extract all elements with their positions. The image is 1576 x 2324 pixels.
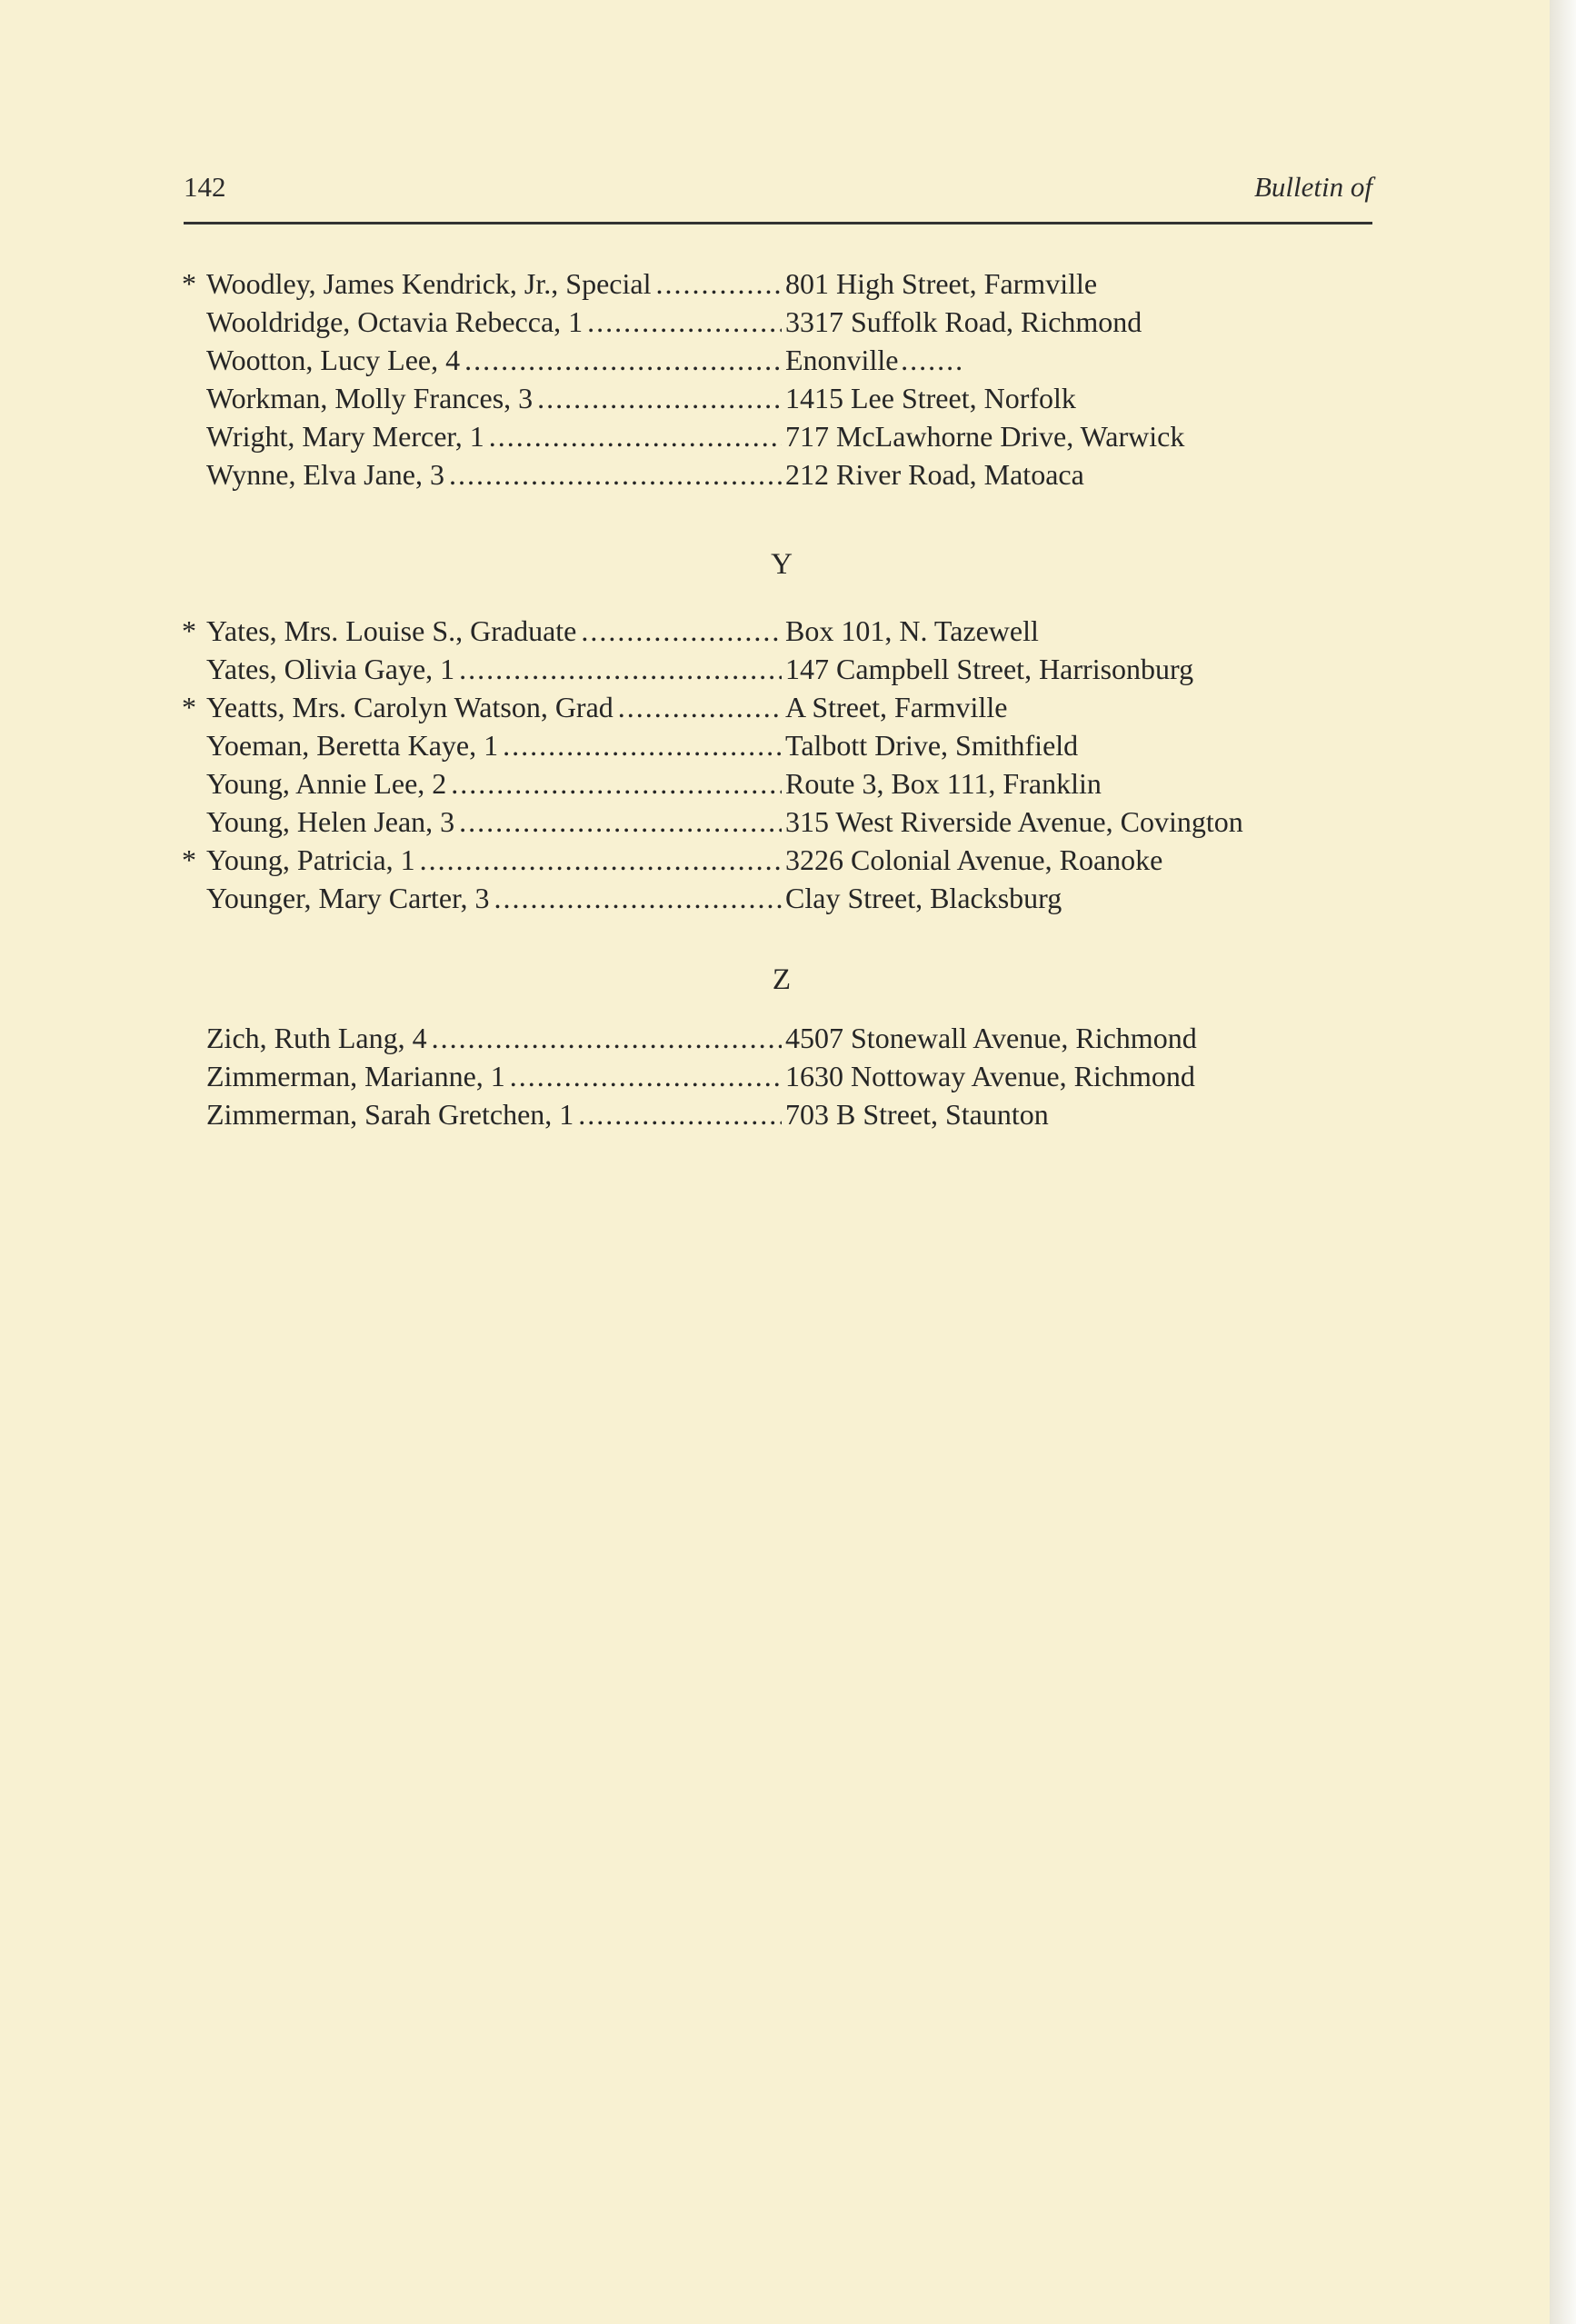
entry-name: Wooldridge, Octavia Rebecca, 1 . . .	[206, 305, 962, 339]
entry-name: Zimmerman, Sarah Gretchen, 1 . . .	[206, 1098, 962, 1132]
entry-mark: *	[182, 267, 196, 300]
entry-name: Wynne, Elva Jane, 3 . . .	[206, 458, 962, 492]
entry-mark: *	[182, 691, 196, 723]
journal-title: Bulletin of	[1253, 171, 1372, 203]
page-number: 142	[184, 171, 226, 203]
section-letter-z: Z	[772, 963, 792, 996]
entry-name: Young, Patricia, 1 . . .	[206, 843, 962, 877]
entry-name: Young, Helen Jean, 3 . . .	[206, 805, 962, 839]
entry-address: 147 Campbell Street, Harrisonburg	[782, 653, 1193, 686]
entry-address: 1415 Lee Street, Norfolk	[782, 382, 1076, 415]
entry-name: Wright, Mary Mercer, 1 . . .	[206, 420, 962, 454]
entry-address: 212 River Road, Matoaca	[782, 458, 1084, 492]
entry-address: 3226 Colonial Avenue, Roanoke	[782, 843, 1162, 877]
entry-name: Yoeman, Beretta Kaye, 1 . . .	[206, 729, 962, 763]
entry-address: 717 McLawhorne Drive, Warwick	[782, 420, 1184, 454]
entry-address: 801 High Street, Farmville	[782, 267, 1097, 301]
entry-address: 703 B Street, Staunton	[782, 1098, 1049, 1132]
entry-name: Wootton, Lucy Lee, 4 . . .	[206, 344, 962, 377]
entry-name: Zich, Ruth Lang, 4 . . .	[206, 1022, 962, 1055]
entry-address: Box 101, N. Tazewell	[782, 614, 1039, 648]
entry-address: A Street, Farmville	[782, 691, 1007, 724]
entry-address: Route 3, Box 111, Franklin	[782, 767, 1102, 801]
entry-mark: *	[182, 843, 196, 876]
entry-address: Talbott Drive, Smithfield	[782, 729, 1078, 763]
entry-mark: *	[182, 614, 196, 647]
entry-address: 3317 Suffolk Road, Richmond	[782, 305, 1142, 339]
entry-name: Yates, Mrs. Louise S., Graduate . . .	[206, 614, 962, 648]
entry-name: Zimmerman, Marianne, 1 . . .	[206, 1060, 962, 1093]
entry-name: Yates, Olivia Gaye, 1 . . .	[206, 653, 962, 686]
section-letter-y: Y	[771, 548, 793, 581]
entry-name: Young, Annie Lee, 2 . . .	[206, 767, 962, 801]
entry-address: 315 West Riverside Avenue, Covington	[782, 805, 1243, 839]
entry-address: 4507 Stonewall Avenue, Richmond	[782, 1022, 1197, 1055]
entry-name: Woodley, James Kendrick, Jr., Special . . .	[206, 267, 962, 301]
header-rule	[184, 222, 1372, 224]
running-head	[184, 171, 1372, 216]
entry-address: 1630 Nottoway Avenue, Richmond	[782, 1060, 1195, 1093]
page-edge	[1550, 0, 1576, 2324]
entry-name: Younger, Mary Carter, 3 . . .	[206, 882, 962, 915]
entry-name: Workman, Molly Frances, 3 . . .	[206, 382, 962, 415]
entry-name: Yeatts, Mrs. Carolyn Watson, Grad . . .	[206, 691, 962, 724]
entry-address: Clay Street, Blacksburg	[782, 882, 1062, 915]
entry-address: Enonville	[782, 344, 898, 377]
